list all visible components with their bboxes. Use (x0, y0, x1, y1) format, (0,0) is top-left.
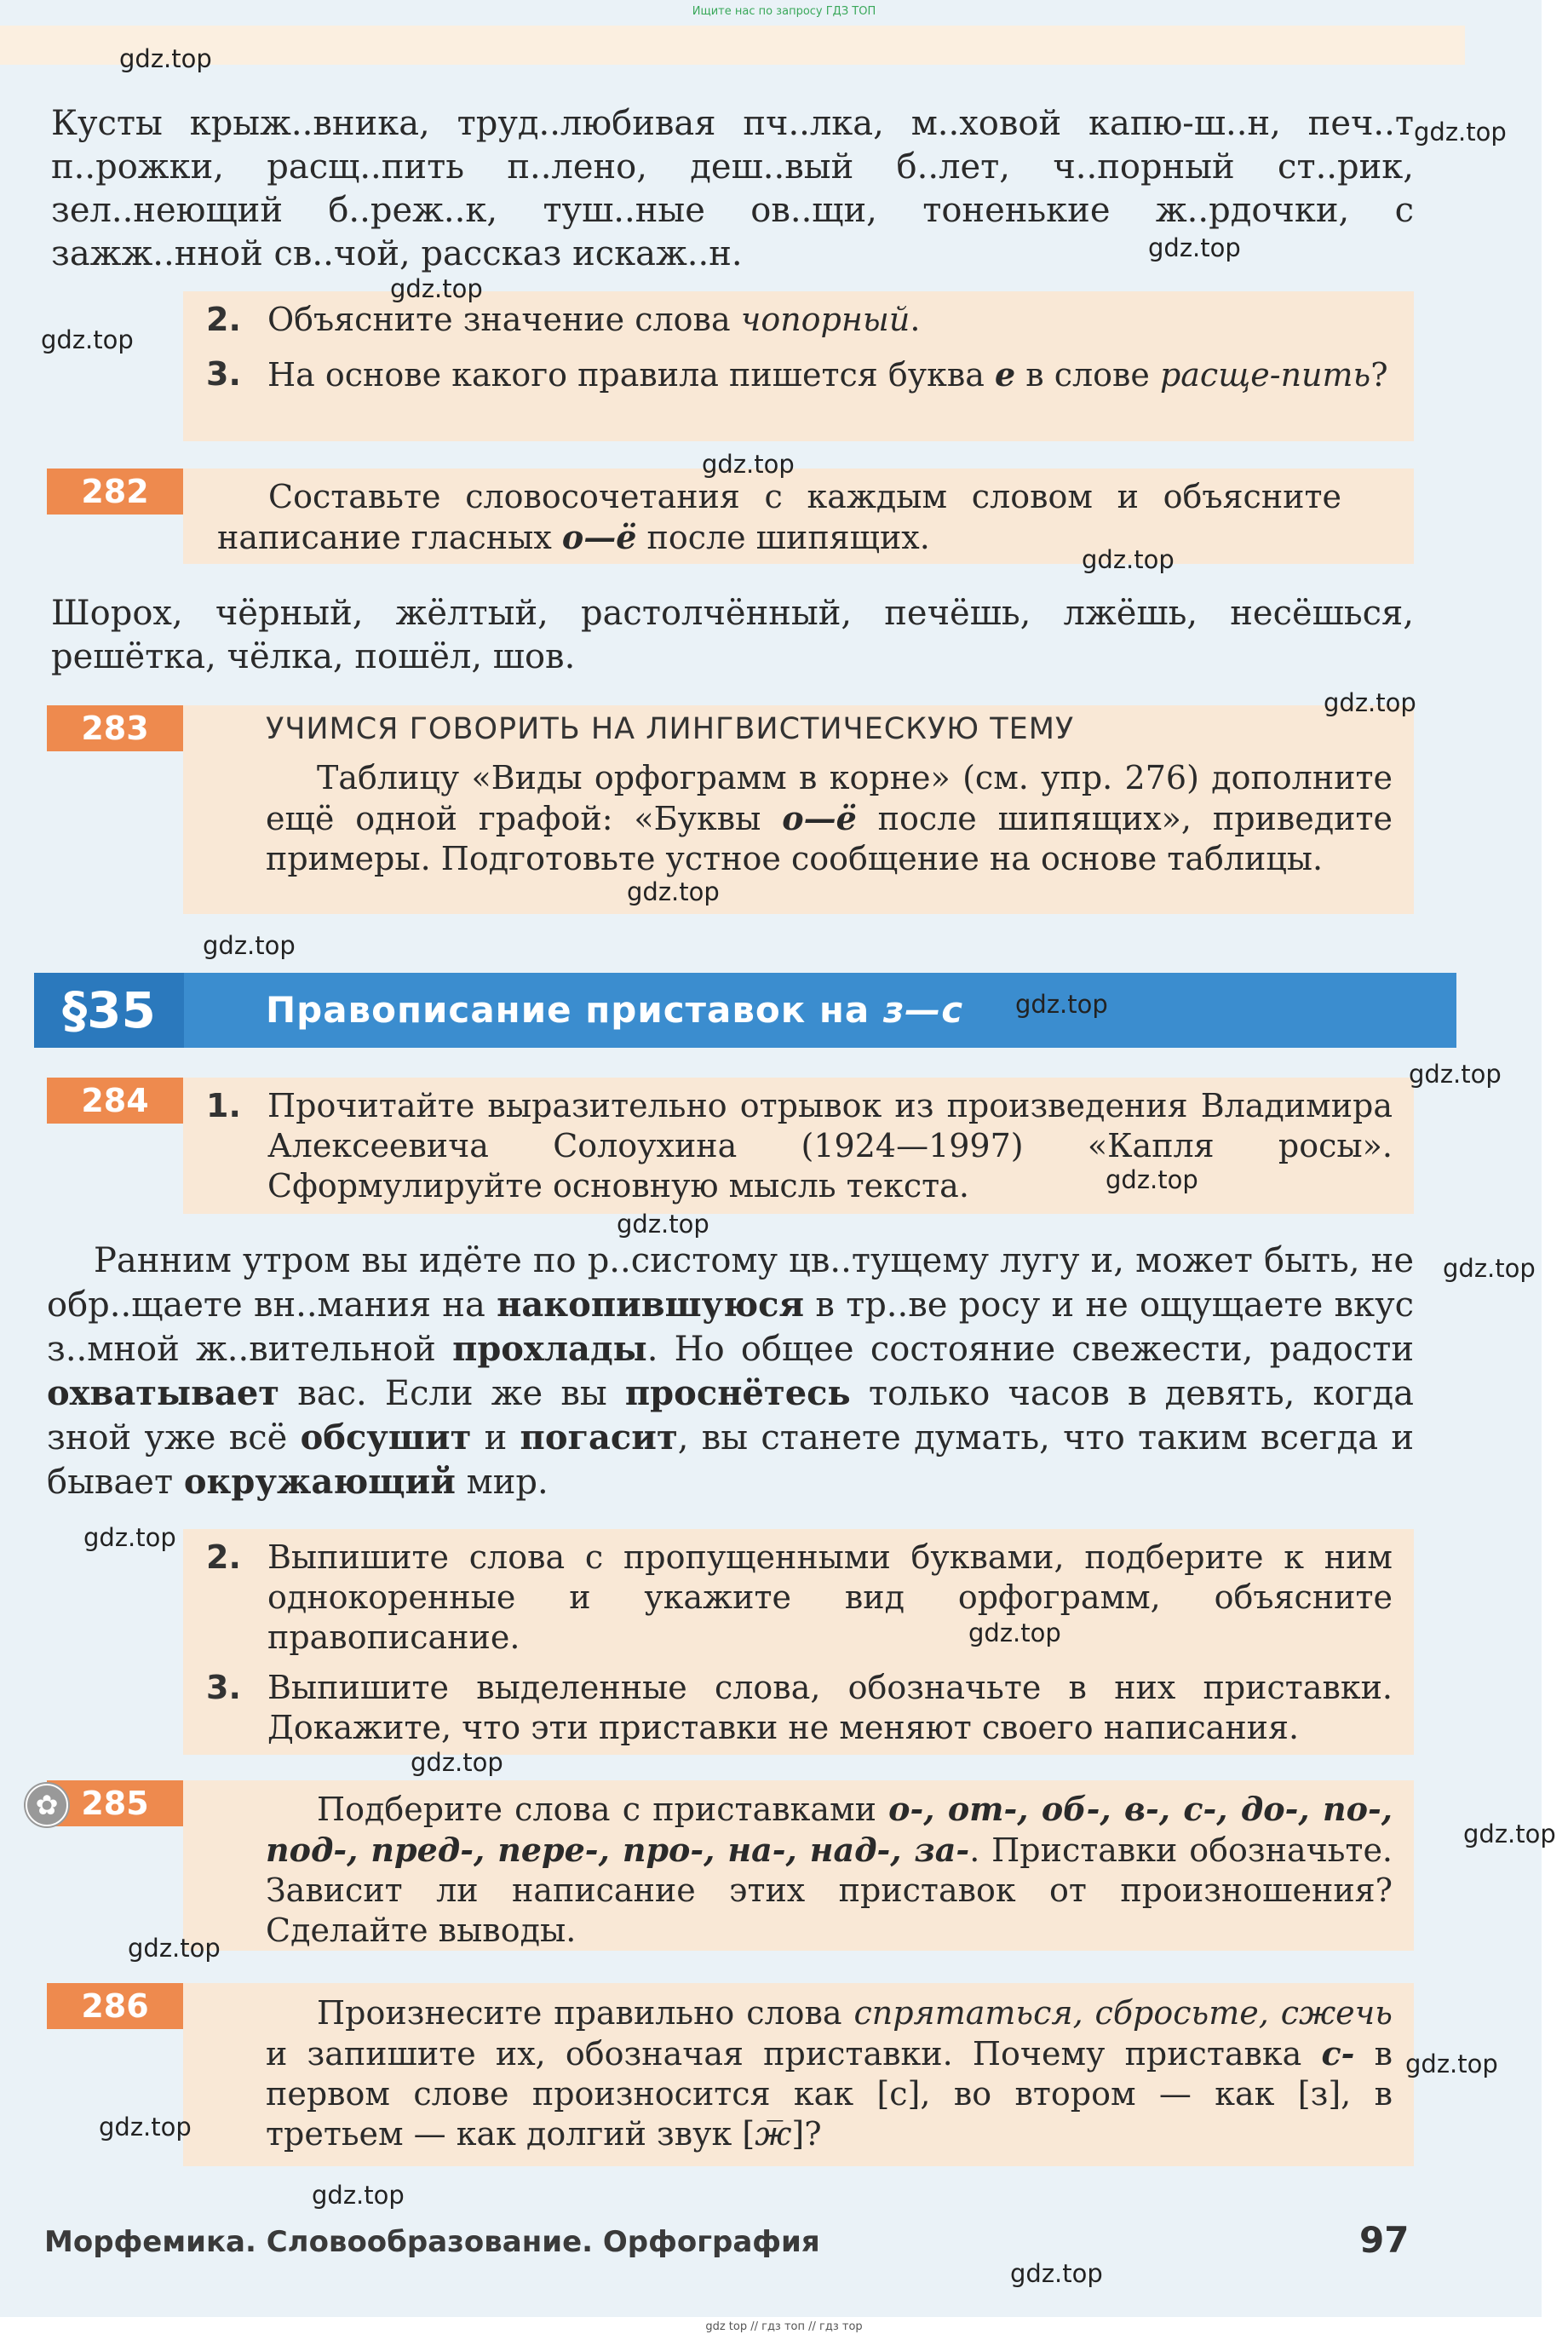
watermark: gdz.top (627, 877, 720, 906)
task-text: Подберите слова с приставками (317, 1791, 889, 1828)
watermark: gdz.top (1324, 688, 1416, 717)
watermark: gdz.top (128, 1934, 221, 1963)
watermark: gdz.top (1082, 545, 1175, 574)
text-part: , вы станете думать, что таким всегда и бывает (47, 1418, 1414, 1502)
task-number: 2. (206, 301, 241, 338)
task-words: спрятаться, сбросьте, сжечь (853, 1994, 1393, 2032)
text-part: Ранним утром вы идёте по р..систому цв..тущему лугу и, может быть, не обр..щаете вн..мания на (47, 1241, 1414, 1325)
ex282-words: Шорох, чёрный, жёлтый, растолчённый, печёшь, лжёшь, несёшься, решётка, чёлка, пошёл, шов. (51, 594, 1414, 676)
text-part: и (471, 1418, 520, 1457)
ex286-task (266, 1993, 1393, 2154)
watermark: gdz.top (411, 1748, 503, 1777)
ex285-number: 285 (47, 1780, 183, 1826)
footer-subject: Морфемика. Словообразование. Орфография (44, 2225, 820, 2259)
highlighted-word: прохлады (452, 1329, 647, 1369)
text-part: вас. Если же вы (279, 1374, 625, 1413)
task-text: после шипящих», приведите примеры. Подготовьте устное сообщение на основе таблицы. (266, 800, 1393, 877)
highlighted-word: охватывает (47, 1373, 280, 1413)
ex284-number: 284 (47, 1078, 183, 1124)
task-text: в слове (1015, 356, 1160, 394)
task-text: На основе какого правила пишется буква (267, 356, 995, 394)
task-prefix: с- (1321, 2034, 1355, 2073)
watermark: gdz.top (1010, 2259, 1103, 2288)
task-number: 3. (206, 355, 241, 393)
task-text: Прочитайте выразительно отрывок из произведения Владимира Алексеевича Солоухина (1924—1997) «Капля росы». Сформулируйте основную мысль текста. (267, 1087, 1393, 1204)
watermark: gdz.top (203, 931, 296, 960)
watermark: gdz.top (617, 1210, 709, 1239)
task-text: Таблицу «Виды орфограмм в корне» (см. упр. 276) дополните ещё одной графой: «Буквы (266, 759, 1393, 837)
task-text: после шипящих. (636, 519, 930, 556)
highlighted-word: обсушит (300, 1417, 472, 1457)
task-text: ]? (791, 2115, 822, 2153)
task-letter: е (994, 355, 1016, 394)
highlighted-word: окружающий (183, 1462, 456, 1502)
task-number: 3. (206, 1669, 241, 1706)
task-text: . Приставки обозначьте. Зависит ли написание этих приставок от произношения? Сделайте выводы. (266, 1831, 1393, 1949)
search-hint[interactable]: Ищите нас по запросу ГДЗ ТОП (692, 5, 876, 18)
section-title-letters: з—с (882, 989, 964, 1031)
text-part: в тр..ве росу и не ощущаете вкус з..мной ж..вительной (47, 1285, 1415, 1369)
watermark: gdz.top (1015, 990, 1108, 1019)
watermark: gdz.top (1443, 1254, 1536, 1283)
ex284-task-3 (206, 1668, 1393, 1750)
ex281-task-3 (206, 354, 1393, 436)
watermark: gdz.top (41, 325, 134, 354)
page-number: 97 (1359, 2219, 1410, 2261)
highlighted-word: проснётесь (624, 1373, 851, 1413)
ex281-words: Кусты крыж..вника, труд..любивая пч..лка, м..ховой капю-ш..н, печ..т п..рожки, расщ..пить п..лено, деш..вый б..лет, ч..порный ст..рик, зел..неющий б..реж..к, туш..ные ов..щи, тоненькие ж..рдочки, с зажж..нной св..чой, рассказ искаж..н. (51, 104, 1414, 273)
task-text: Выпишите выделенные слова, обозначьте в них приставки. Докажите, что эти приставки не меняют своего написания. (267, 1669, 1393, 1746)
task-text: Произнесите правильно слова (317, 1994, 854, 2032)
task-text: Объясните значение слова (267, 301, 741, 338)
ex283-task (266, 758, 1393, 879)
text-part: мир. (455, 1463, 549, 1502)
watermark: gdz.top (99, 2113, 192, 2142)
task-word: чопорный (740, 301, 910, 338)
watermark: gdz.top (968, 1618, 1061, 1647)
watermark: gdz.top (1414, 118, 1507, 147)
task-number: 2. (206, 1538, 241, 1576)
watermark: gdz.top (1463, 1820, 1556, 1848)
task-word: расще-пить (1159, 356, 1371, 394)
ex284-text (47, 1239, 1414, 1504)
ex283-heading: УЧИМСЯ ГОВОРИТЬ НА ЛИНГВИСТИЧЕСКУЮ ТЕМУ (266, 712, 1075, 746)
watermark: gdz.top (1409, 1060, 1502, 1089)
watermark: gdz.top (1148, 233, 1241, 262)
bottom-links[interactable]: gdz top // гдз топ // гдз тор (705, 2320, 863, 2333)
watermark: gdz.top (390, 274, 483, 303)
ex284-task-2 (206, 1538, 1393, 1657)
highlighted-word: погасит (520, 1417, 678, 1457)
watermark: gdz.top (83, 1523, 176, 1552)
task-text: Составьте словосочетания с каждым словом и объясните написание гласных (217, 478, 1341, 556)
section-title-text: Правописание приставок на (266, 989, 883, 1031)
task-text: и запишите их, обозначая приставки. Почему приставка (266, 2035, 1322, 2073)
task-letters: о—ё (782, 799, 857, 837)
top-strip (0, 26, 1465, 65)
ex283-number: 283 (47, 705, 183, 751)
ex286-number: 286 (47, 1983, 183, 2029)
text-part: . Но общее состояние свежести, радости (646, 1330, 1414, 1369)
task-letters: о—ё (561, 518, 637, 556)
ex284-task-1 (206, 1086, 1393, 1205)
watermark: gdz.top (119, 44, 212, 73)
watermark: gdz.top (312, 2181, 405, 2210)
section-title (266, 973, 963, 1048)
task-number: 1. (206, 1087, 241, 1124)
highlighted-word: накопившуюся (497, 1285, 805, 1325)
task-prefixes: о-, от-, об-, в-, с-, до-, по-, под-, пред-, пере-, про-, на-, над-, за- (266, 1790, 1393, 1869)
watermark: gdz.top (702, 450, 795, 479)
text-part: только часов в девять, когда зной уже всё (47, 1374, 1414, 1457)
watermark: gdz.top (1405, 2050, 1498, 2078)
task-sound: ж̅ (755, 2115, 792, 2153)
task-text: Выпишите слова с пропущенными буквами, подберите к ним однокоренные и укажите вид орфограмм, объясните правописание. (267, 1538, 1393, 1656)
ex281-task-2 (206, 300, 1393, 342)
section-number: §35 (34, 973, 184, 1048)
watermark: gdz.top (1106, 1165, 1198, 1194)
flower-icon: ✿ (26, 1784, 68, 1826)
ex285-task (266, 1789, 1393, 1951)
task-punct: . (910, 301, 921, 338)
task-punct: ? (1370, 356, 1388, 394)
task-text: в первом слове произносится как [с], во втором — как [з], в третьем — как долгий звук [ (266, 2035, 1393, 2153)
ex282-number: 282 (47, 469, 183, 515)
